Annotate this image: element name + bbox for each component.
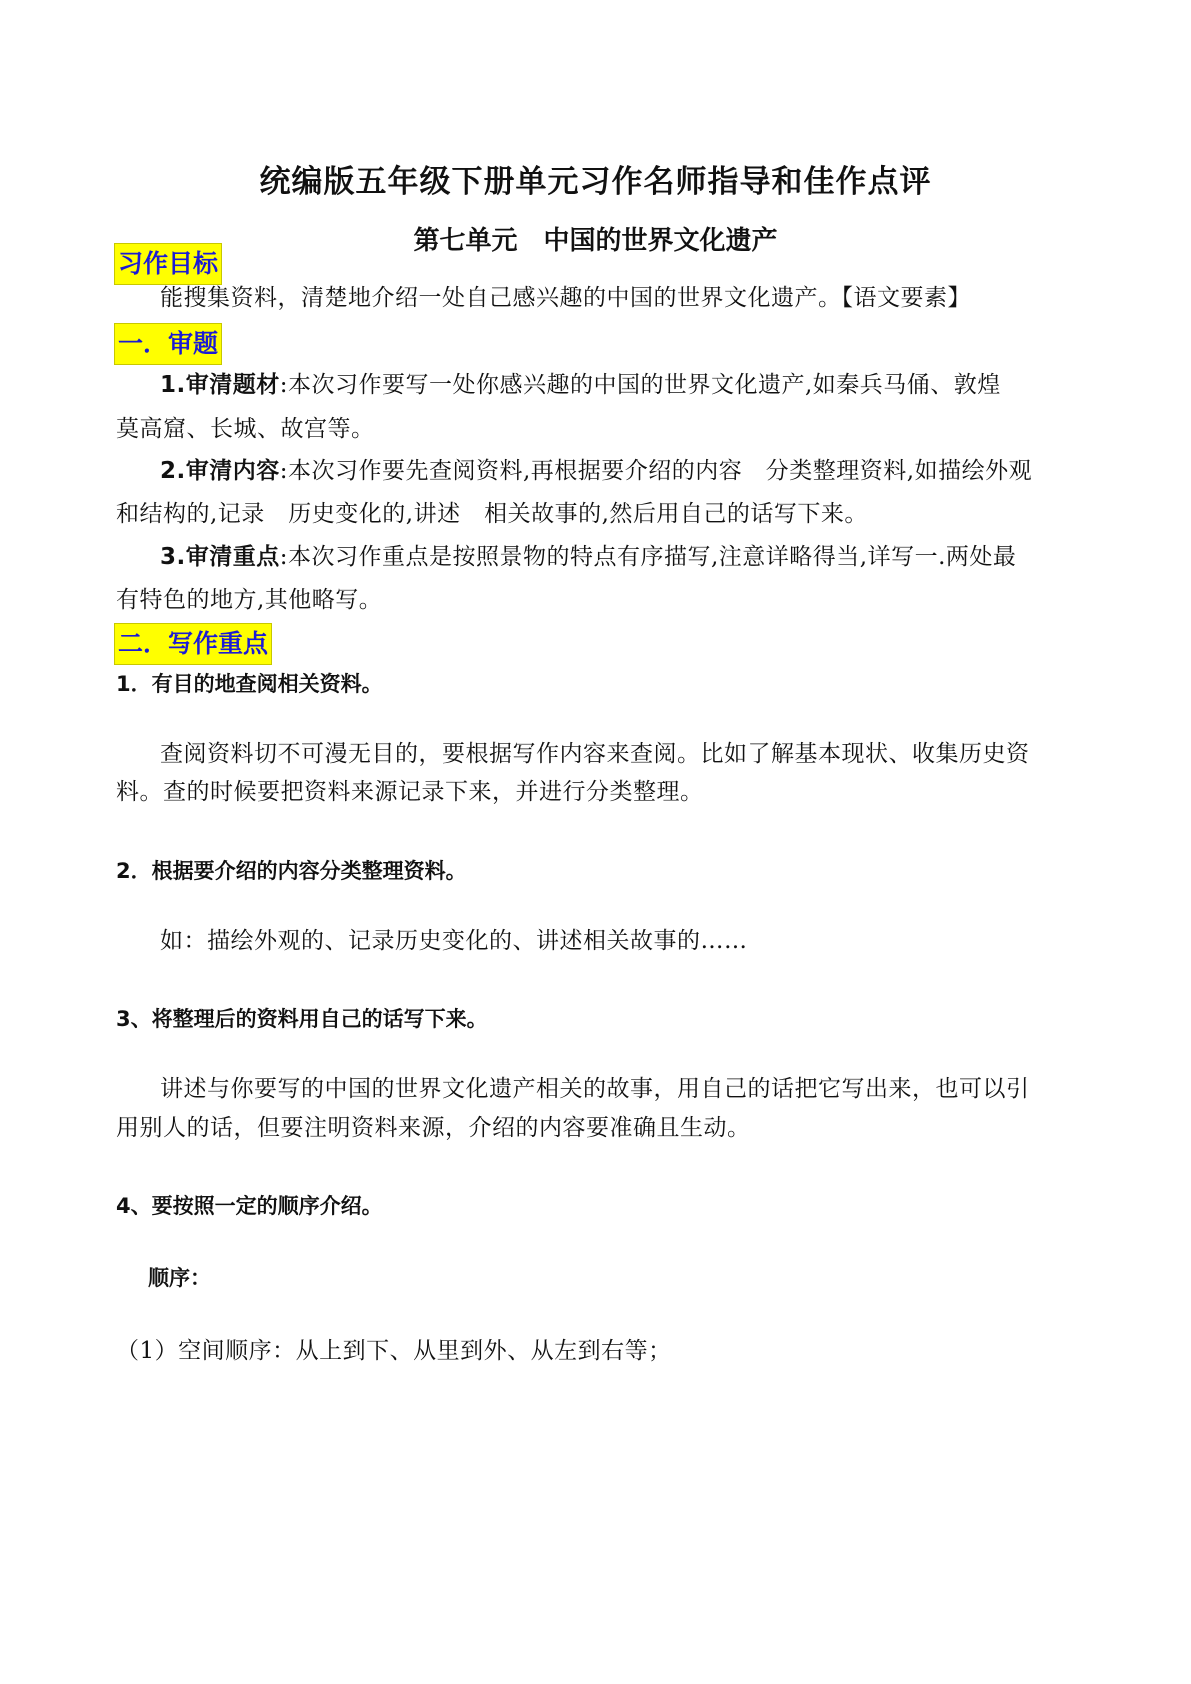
point3-heading: 3、将整理后的资料用自己的话写下来。 bbox=[116, 1007, 488, 1031]
point2-heading: 2．根据要介绍的内容分类整理资料。 bbox=[116, 859, 467, 883]
point3-text-line1: 讲述与你要写的中国的世界文化遗产相关的故事，用自己的话把它写出来，也可以引 bbox=[160, 1076, 1030, 1102]
item1-text: :本次习作要写一处你感兴趣的中国的世界文化遗产,如秦兵马俑、敦煌 bbox=[279, 372, 1001, 398]
item2-text: :本次习作要先查阅资料,再根据要介绍的内容 分类整理资料,如描绘外观 bbox=[279, 458, 1033, 484]
point4-heading: 4、要按照一定的顺序介绍。 bbox=[116, 1194, 383, 1218]
point1-heading: 1．有目的地查阅相关资料。 bbox=[116, 672, 383, 696]
point3-text-line2: 用别人的话，但要注明资料来源，介绍的内容要准确且生动。 bbox=[116, 1115, 751, 1141]
point2-text: 如：描绘外观的、记录历史变化的、讲述相关故事的…… bbox=[160, 928, 748, 954]
item2-line1 bbox=[160, 456, 1032, 486]
item1-line2: 莫高窟、长城、故宫等。 bbox=[116, 416, 375, 442]
item3-label: 3.审清重点 bbox=[160, 544, 280, 570]
goal-text: 能搜集资料，清楚地介绍一处自己感兴趣的中国的世界文化遗产。【语文要素】 bbox=[160, 285, 971, 311]
item2-line2: 和结构的,记录 历史变化的,讲述 相关故事的,然后用自己的话写下来。 bbox=[116, 501, 868, 527]
page-title: 统编版五年级下册单元习作名师指导和佳作点评 bbox=[259, 164, 932, 200]
item1-line1 bbox=[160, 370, 1001, 400]
item3-line2: 有特色的地方,其他略写。 bbox=[116, 587, 383, 613]
order-label: 顺序： bbox=[148, 1266, 211, 1290]
item3-text: :本次习作重点是按照景物的特点有序描写,注意详略得当,详写一.两处最 bbox=[279, 544, 1017, 570]
section2-tag: 二．写作重点 bbox=[114, 623, 272, 665]
section1-tag: 一．审题 bbox=[114, 323, 222, 365]
item1-label: 1.审清题材 bbox=[160, 372, 280, 398]
item2-label: 2.审清内容 bbox=[160, 458, 280, 484]
point1-text-line1: 查阅资料切不可漫无目的，要根据写作内容来查阅。比如了解基本现状、收集历史资 bbox=[160, 741, 1030, 767]
goal-tag: 习作目标 bbox=[114, 243, 222, 285]
point1-text-line2: 料。查的时候要把资料来源记录下来，并进行分类整理。 bbox=[116, 779, 704, 805]
item3-line1 bbox=[160, 542, 1016, 572]
page-subtitle: 第七单元 中国的世界文化遗产 bbox=[413, 226, 778, 256]
order-item-1: （1）空间顺序：从上到下、从里到外、从左到右等； bbox=[116, 1338, 672, 1364]
